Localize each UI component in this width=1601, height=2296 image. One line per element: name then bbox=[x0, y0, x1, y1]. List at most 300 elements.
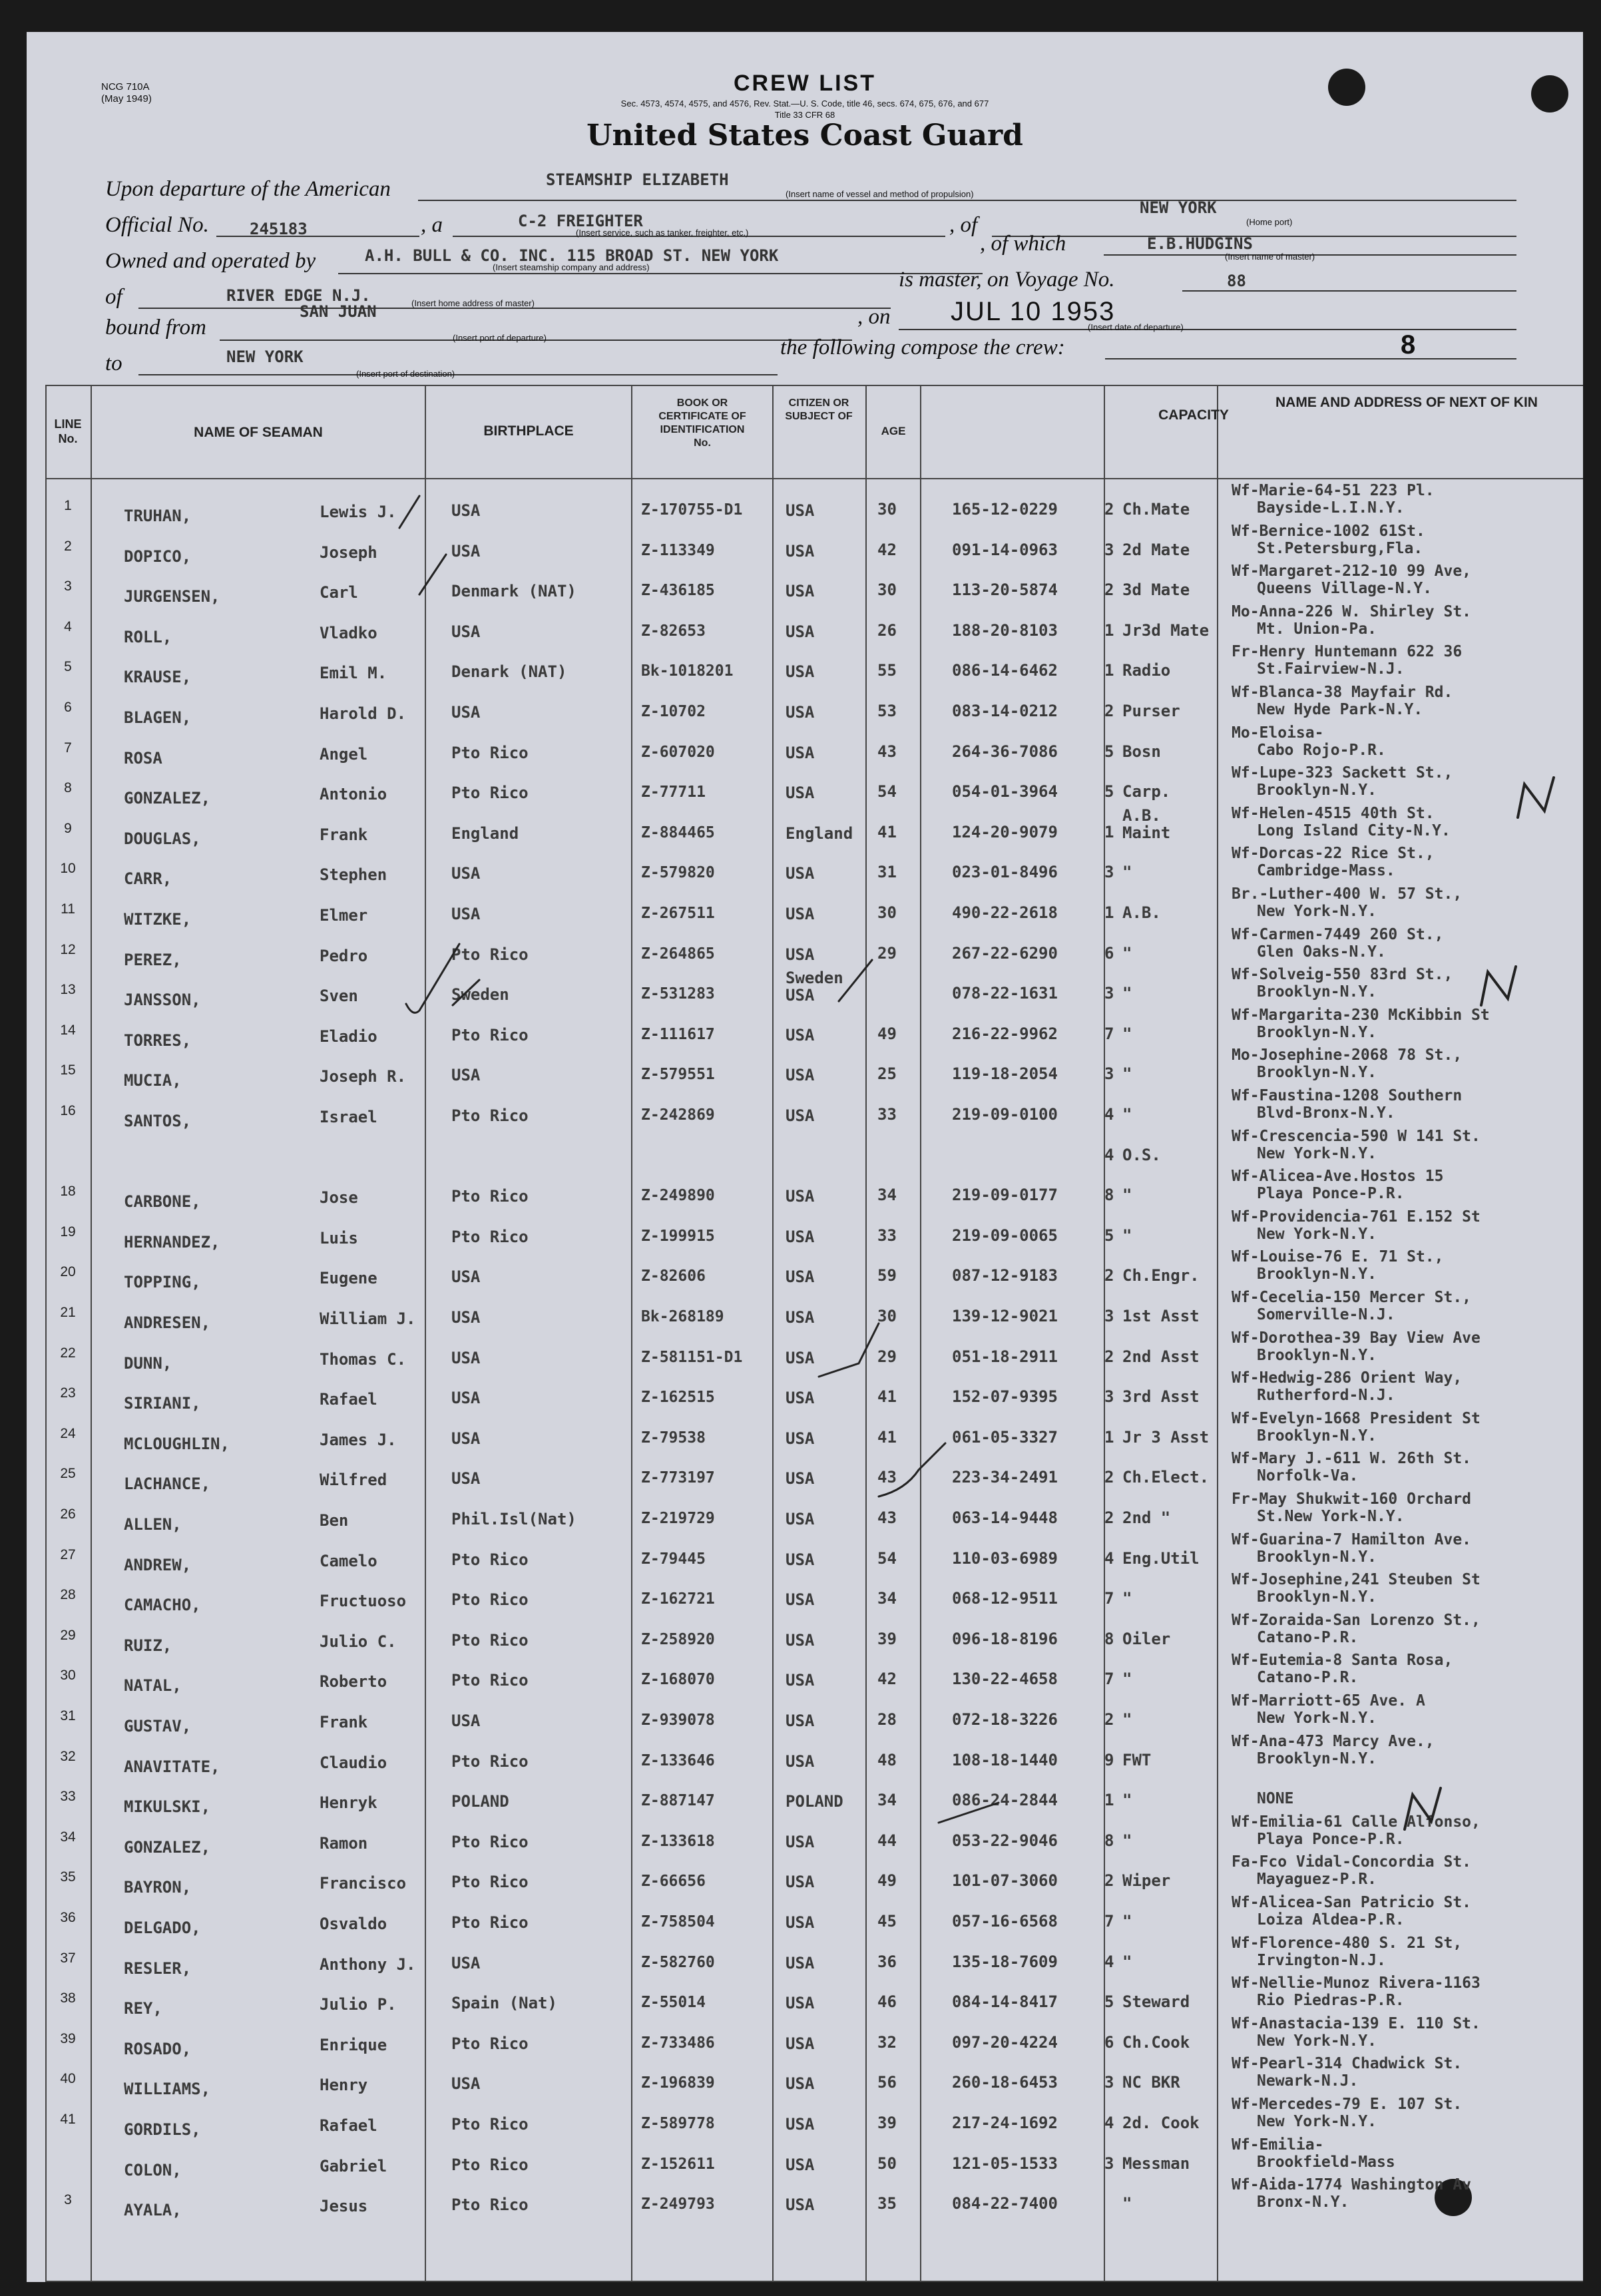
crew-line-number: 2 bbox=[64, 538, 72, 554]
crew-code: 1 bbox=[1104, 1791, 1114, 1810]
form-title: CREW LIST bbox=[734, 71, 876, 96]
crew-given-name: Eugene bbox=[320, 1269, 377, 1288]
crew-id-number: 219-09-0100 bbox=[952, 1105, 1058, 1124]
crew-code: 1 bbox=[1104, 903, 1114, 922]
crew-book-number: Z-162515 bbox=[641, 1389, 715, 1407]
crew-kin-address: St.New York-N.Y. bbox=[1257, 1508, 1405, 1525]
crew-birthplace: England bbox=[451, 823, 519, 843]
crew-given-name: Joseph R. bbox=[320, 1067, 407, 1086]
header-line-no: LINE No. bbox=[54, 417, 82, 445]
crew-capacity: Jr3d Mate bbox=[1122, 620, 1210, 640]
crew-surname: JURGENSEN, bbox=[124, 587, 220, 606]
crew-code: 4 bbox=[1104, 1548, 1114, 1568]
crew-given-name: Harold D. bbox=[320, 704, 407, 723]
crew-citizenship: USA bbox=[786, 1953, 815, 1972]
crew-birthplace: Denark (NAT) bbox=[451, 662, 567, 682]
crew-given-name: Emil M. bbox=[320, 664, 387, 683]
crew-code: 5 bbox=[1104, 782, 1114, 802]
crew-kin-name: Wf-Zoraida-San Lorenzo St., bbox=[1232, 1611, 1481, 1629]
crew-kin-name: Wf-Ana-473 Marcy Ave., bbox=[1232, 1732, 1435, 1750]
crew-citizenship: USA bbox=[786, 1913, 815, 1932]
crew-id-number: 057-16-6568 bbox=[952, 1912, 1058, 1931]
crew-capacity: Ch.Elect. bbox=[1122, 1468, 1210, 1487]
crew-citizenship: USA bbox=[786, 743, 815, 762]
crew-citizenship: USA bbox=[786, 541, 815, 561]
crew-surname: REY, bbox=[124, 1999, 162, 2018]
crew-id-number: 139-12-9021 bbox=[952, 1307, 1058, 1325]
crew-line-number: 18 bbox=[60, 1184, 76, 1200]
master-address-hint: (Insert home address of master) bbox=[411, 298, 535, 308]
crew-book-number: Z-111617 bbox=[641, 1025, 715, 1043]
crew-id-number: 223-34-2491 bbox=[952, 1468, 1058, 1487]
crew-kin-address: Blvd-Bronx-N.Y. bbox=[1257, 1104, 1395, 1122]
crew-kin-address: Brooklyn-N.Y. bbox=[1257, 1427, 1377, 1445]
crew-surname: PEREZ, bbox=[124, 950, 182, 969]
crew-surname: DUNN, bbox=[124, 1353, 172, 1373]
crew-code: 3 bbox=[1104, 540, 1114, 559]
crew-given-name: Gabriel bbox=[320, 2156, 387, 2176]
crew-code: 5 bbox=[1104, 1226, 1114, 1245]
crew-id-number: 152-07-9395 bbox=[952, 1387, 1058, 1407]
crew-book-number: Z-582760 bbox=[641, 1953, 715, 1971]
crew-given-name: Pedro bbox=[320, 946, 368, 965]
crew-surname: GORDILS, bbox=[124, 2120, 201, 2139]
home-port: NEW YORK bbox=[1140, 198, 1217, 217]
crew-surname: RESLER, bbox=[124, 1958, 192, 1978]
crew-kin-name: Fa-Fco Vidal-Concordia St. bbox=[1232, 1853, 1472, 1871]
header-birthplace: BIRTHPLACE bbox=[483, 423, 574, 439]
crew-age: 56 bbox=[877, 2073, 897, 2092]
crew-code: 7 bbox=[1104, 1670, 1114, 1689]
crew-id-number: 188-20-8103 bbox=[952, 620, 1058, 640]
crew-kin-name: Wf-Alicea-San Patricio St. bbox=[1232, 1894, 1472, 1911]
crew-code: 4 bbox=[1104, 1952, 1114, 1971]
crew-capacity: " bbox=[1122, 863, 1132, 882]
crew-kin-name: Wf-Carmen-7449 260 St., bbox=[1232, 925, 1444, 943]
crew-code: 2 bbox=[1104, 1508, 1114, 1527]
crew-kin-name: Wf-Cecelia-150 Mercer St., bbox=[1232, 1289, 1472, 1306]
crew-birthplace: Pto Rico bbox=[451, 1590, 529, 1610]
crew-line-number: 13 bbox=[60, 982, 76, 998]
crew-citizenship: USA bbox=[786, 2115, 815, 2134]
crew-age: 30 bbox=[877, 580, 897, 600]
crew-capacity: A.B. Maint bbox=[1122, 805, 1171, 842]
crew-surname: ROLL, bbox=[124, 627, 172, 646]
crew-id-number: 086-14-6462 bbox=[952, 661, 1058, 680]
crew-birthplace: USA bbox=[451, 1066, 481, 1085]
crew-book-number: Z-264865 bbox=[641, 945, 715, 963]
crew-surname: ROSADO, bbox=[124, 2039, 192, 2058]
crew-birthplace: Pto Rico bbox=[451, 1913, 529, 1932]
crew-kin-address: Cambridge-Mass. bbox=[1257, 862, 1395, 880]
crew-birthplace: Pto Rico bbox=[451, 2115, 529, 2134]
crew-surname: GUSTAV, bbox=[124, 1717, 192, 1735]
crew-book-number: Z-267511 bbox=[641, 905, 715, 922]
crew-id-number: 068-12-9511 bbox=[952, 1589, 1058, 1608]
crew-capacity: " bbox=[1122, 1952, 1132, 1971]
crew-kin-name: Mo-Anna-226 W. Shirley St. bbox=[1232, 602, 1472, 620]
crew-citizenship: USA bbox=[786, 1550, 815, 1569]
crew-book-number: Z-531283 bbox=[641, 985, 715, 1003]
crew-age: 54 bbox=[877, 1548, 897, 1568]
crew-line-number: 39 bbox=[60, 2030, 76, 2046]
crew-age: 44 bbox=[877, 1831, 897, 1850]
crew-birthplace: USA bbox=[451, 1267, 481, 1287]
is-master-label: is master, on Voyage No. bbox=[899, 268, 1115, 292]
crew-citizenship: USA bbox=[786, 703, 815, 722]
crew-line-number: 19 bbox=[60, 1224, 76, 1240]
crew-kin-name: Wf-Alicea-Ave.Hostos 15 bbox=[1232, 1168, 1444, 1186]
crew-line-number: 35 bbox=[60, 1869, 76, 1885]
crew-age: 34 bbox=[877, 1186, 897, 1205]
crew-surname: KRAUSE, bbox=[124, 668, 192, 687]
to-port-hint: (Insert port of destination) bbox=[356, 369, 455, 379]
crew-line-number: 15 bbox=[60, 1062, 76, 1078]
crew-surname: DOPICO, bbox=[124, 547, 192, 566]
crew-capacity: O.S. bbox=[1122, 1145, 1161, 1164]
crew-kin-name: Wf-Solveig-550 83rd St., bbox=[1232, 966, 1453, 984]
crew-list-document bbox=[27, 32, 1583, 2282]
crew-kin-address: Brooklyn-N.Y. bbox=[1257, 1265, 1377, 1283]
crew-age: 46 bbox=[877, 1992, 897, 2012]
crew-surname: DELGADO, bbox=[124, 1919, 201, 1937]
crew-kin-address: Playa Ponce-P.R. bbox=[1257, 1830, 1405, 1848]
crew-age: 35 bbox=[877, 2194, 897, 2213]
comma-a-label: , a bbox=[421, 213, 443, 237]
crew-capacity: " bbox=[1122, 1912, 1132, 1931]
vessel-hint: (Insert name of vessel and method of propulsion) bbox=[786, 189, 974, 199]
departure-label: Upon departure of the American bbox=[105, 177, 391, 201]
crew-kin-name: Wf-Guarina-7 Hamilton Ave. bbox=[1232, 1530, 1472, 1548]
crew-code: 2 bbox=[1104, 702, 1114, 720]
crew-birthplace: USA bbox=[451, 541, 481, 561]
crew-kin-address: Somerville-N.J. bbox=[1257, 1306, 1395, 1323]
crew-id-number: 165-12-0229 bbox=[952, 500, 1058, 519]
crew-surname: GONZALEZ, bbox=[124, 789, 211, 808]
crew-kin-address: Norfolk-Va. bbox=[1257, 1467, 1359, 1485]
crew-age: 41 bbox=[877, 1427, 897, 1447]
crew-kin-name: Mo-Eloisa- bbox=[1232, 724, 1324, 742]
crew-id-number: 072-18-3226 bbox=[952, 1710, 1058, 1729]
crew-age: 36 bbox=[877, 1952, 897, 1971]
crew-given-name: Roberto bbox=[320, 1672, 387, 1692]
crew-capacity: " bbox=[1122, 984, 1132, 1003]
crew-kin-address: Long Island City-N.Y. bbox=[1257, 821, 1451, 839]
crew-capacity: Purser bbox=[1122, 702, 1180, 720]
crew-citizenship: USA bbox=[786, 501, 815, 520]
crew-surname: HERNANDEZ, bbox=[124, 1232, 220, 1252]
crew-given-name: Vladko bbox=[320, 623, 377, 642]
crew-line-number: 31 bbox=[60, 1708, 76, 1723]
crew-code: 3 bbox=[1104, 1387, 1114, 1407]
crew-birthplace: USA bbox=[451, 622, 481, 641]
crew-surname: CARBONE, bbox=[124, 1192, 201, 1212]
crew-age: 49 bbox=[877, 1871, 897, 1891]
crew-line-number: 28 bbox=[60, 1587, 76, 1603]
crew-age: 30 bbox=[877, 500, 897, 519]
crew-citizenship: USA bbox=[786, 1106, 815, 1125]
crew-given-name: Jose bbox=[320, 1188, 358, 1208]
crew-book-number: Z-436185 bbox=[641, 582, 715, 600]
crew-citizenship: USA bbox=[786, 1227, 815, 1246]
crew-id-number: 053-22-9046 bbox=[952, 1831, 1058, 1850]
crew-surname: BAYRON, bbox=[124, 1878, 192, 1897]
crew-kin-name: Wf-Louise-76 E. 71 St., bbox=[1232, 1248, 1444, 1266]
crew-code: 1 bbox=[1104, 620, 1114, 640]
vessel-name: STEAMSHIP ELIZABETH bbox=[546, 170, 729, 189]
crew-given-name: Lewis J. bbox=[320, 503, 397, 521]
crew-kin-name: Wf-Evelyn-1668 President St bbox=[1232, 1409, 1481, 1427]
crew-line-number: 11 bbox=[61, 901, 75, 917]
crew-code: 2 bbox=[1104, 1468, 1114, 1487]
crew-kin-address: New York-N.Y. bbox=[1257, 2113, 1377, 2130]
crew-kin-name: Mo-Josephine-2068 78 St., bbox=[1232, 1046, 1463, 1064]
crew-birthplace: Pto Rico bbox=[451, 1671, 529, 1690]
crew-kin-address: Brooklyn-N.Y. bbox=[1257, 1064, 1377, 1082]
crew-citizenship: POLAND bbox=[786, 1792, 843, 1811]
crew-given-name: Anthony J. bbox=[320, 1954, 416, 1974]
crew-given-name: James J. bbox=[320, 1430, 397, 1449]
crew-book-number: Z-168070 bbox=[641, 1671, 715, 1689]
header-name: NAME OF SEAMAN bbox=[194, 425, 323, 440]
crew-kin-address: Brookfield-Mass bbox=[1257, 2153, 1395, 2171]
crew-kin-address: Brooklyn-N.Y. bbox=[1257, 1346, 1377, 1364]
crew-birthplace: Pto Rico bbox=[451, 743, 529, 762]
crew-capacity: 3d Mate bbox=[1122, 580, 1190, 600]
crew-kin-name: Wf-Emilia- bbox=[1232, 2136, 1324, 2154]
crew-birthplace: Pto Rico bbox=[451, 1832, 529, 1851]
crew-capacity: " bbox=[1122, 1226, 1132, 1245]
crew-capacity: Messman bbox=[1122, 2154, 1190, 2173]
crew-kin-address: St.Fairview-N.J. bbox=[1257, 660, 1405, 678]
crew-id-number: 219-09-0177 bbox=[952, 1186, 1058, 1205]
official-no: 245183 bbox=[250, 220, 308, 238]
crew-kin-name: Wf-Hedwig-286 Orient Way, bbox=[1232, 1369, 1463, 1387]
crew-given-name: Israel bbox=[320, 1108, 377, 1126]
crew-line-number: 14 bbox=[60, 1022, 76, 1038]
check-mark bbox=[839, 960, 872, 1001]
crew-line-number: 9 bbox=[64, 820, 72, 836]
crew-surname: NATAL, bbox=[124, 1676, 182, 1696]
crew-birthplace: USA bbox=[451, 1348, 481, 1367]
crew-given-name: Luis bbox=[320, 1228, 358, 1248]
crew-line-number: 6 bbox=[64, 700, 72, 715]
crew-given-name: Antonio bbox=[320, 785, 387, 804]
crew-kin-address: New York-N.Y. bbox=[1257, 2032, 1377, 2050]
date-hint: (Insert date of departure) bbox=[1088, 322, 1184, 332]
crew-kin-address: Brooklyn-N.Y. bbox=[1257, 1548, 1377, 1566]
departure-date: JUL 10 1953 bbox=[951, 297, 1116, 326]
crew-kin-address: New York-N.Y. bbox=[1257, 1144, 1377, 1162]
crew-kin-address: Bronx-N.Y. bbox=[1257, 2193, 1349, 2211]
crew-kin-name: Wf-Margarita-230 McKibbin St bbox=[1232, 1006, 1490, 1024]
crew-kin-name: Wf-Mercedes-79 E. 107 St. bbox=[1232, 2096, 1463, 2113]
crew-line-number: 5 bbox=[64, 659, 72, 675]
crew-given-name: Osvaldo bbox=[320, 1915, 387, 1933]
crew-id-number: 096-18-8196 bbox=[952, 1629, 1058, 1648]
crew-age: 31 bbox=[877, 863, 897, 882]
crew-code: 3 bbox=[1104, 2073, 1114, 2092]
crew-given-name: Fructuoso bbox=[320, 1592, 407, 1611]
crew-age: 41 bbox=[877, 1387, 897, 1407]
crew-code: 7 bbox=[1104, 1024, 1114, 1043]
crew-line-number: 1 bbox=[64, 498, 72, 513]
crew-line-number: 27 bbox=[60, 1546, 76, 1562]
crew-kin-address: New York-N.Y. bbox=[1257, 1225, 1377, 1243]
crew-kin-address: St.Petersburg,Fla. bbox=[1257, 539, 1423, 557]
crew-surname: GONZALEZ, bbox=[124, 1837, 211, 1857]
crew-surname: CAMACHO, bbox=[124, 1596, 201, 1615]
crew-book-number: Z-579820 bbox=[641, 864, 715, 882]
crew-kin-address: Brooklyn-N.Y. bbox=[1257, 1749, 1377, 1767]
crew-birthplace: Phil.Isl(Nat) bbox=[451, 1510, 576, 1528]
crew-code: 2 bbox=[1104, 1871, 1114, 1891]
crew-book-number: Z-79445 bbox=[641, 1550, 706, 1568]
crew-citizenship: USA bbox=[786, 1429, 815, 1448]
crew-birthplace: USA bbox=[451, 1308, 481, 1327]
crew-capacity: " bbox=[1122, 1589, 1132, 1608]
crew-id-number: 490-22-2618 bbox=[952, 903, 1058, 922]
crew-birthplace: Pto Rico bbox=[451, 1550, 529, 1569]
crew-capacity: 1st Asst bbox=[1122, 1307, 1200, 1325]
voyage-no: 88 bbox=[1227, 272, 1246, 290]
of2-label: of bbox=[105, 285, 122, 309]
crew-book-number: Z-66656 bbox=[641, 1873, 706, 1891]
crew-age: 33 bbox=[877, 1226, 897, 1245]
crew-kin-name: Wf-Helen-4515 40th St. bbox=[1232, 804, 1435, 822]
crew-citizenship: USA bbox=[786, 1832, 815, 1851]
of-label: , of bbox=[949, 213, 978, 237]
crew-birthplace: Pto Rico bbox=[451, 1751, 529, 1771]
crew-kin-name: Wf-Pearl-314 Chadwick St. bbox=[1232, 2055, 1463, 2073]
crew-code: 3 bbox=[1104, 984, 1114, 1003]
crew-book-number: Z-242869 bbox=[641, 1106, 715, 1124]
crew-book-number: Z-152611 bbox=[641, 2155, 715, 2173]
crew-capacity: Eng.Util bbox=[1122, 1548, 1200, 1568]
crew-citizenship: USA bbox=[786, 1751, 815, 1771]
crew-kin-address: Brooklyn-N.Y. bbox=[1257, 782, 1377, 800]
crew-id-number: 078-22-1631 bbox=[952, 984, 1058, 1003]
crew-book-number: Z-77711 bbox=[641, 784, 706, 802]
crew-age: 45 bbox=[877, 1912, 897, 1931]
crew-kin-name: Wf-Blanca-38 Mayfair Rd. bbox=[1232, 684, 1453, 701]
crew-kin-name: Wf-Aida-1774 Washington Av bbox=[1232, 2176, 1472, 2194]
crew-book-number: Z-589778 bbox=[641, 2115, 715, 2132]
crew-citizenship: USA bbox=[786, 662, 815, 682]
crew-id-number: 217-24-1692 bbox=[952, 2114, 1058, 2132]
crew-given-name: Elmer bbox=[320, 906, 368, 925]
crew-given-name: Enrique bbox=[320, 2035, 387, 2054]
crew-given-name: Frank bbox=[320, 825, 368, 844]
crew-code: 7 bbox=[1104, 1912, 1114, 1931]
crew-birthplace: USA bbox=[451, 2074, 481, 2094]
crew-id-number: 084-22-7400 bbox=[952, 2194, 1058, 2213]
crew-code: 4 bbox=[1104, 1145, 1114, 1164]
crew-citizenship: USA bbox=[786, 1590, 815, 1610]
crew-kin-name: Wf-Anastacia-139 E. 110 St. bbox=[1232, 2014, 1481, 2032]
crew-book-number: Z-82606 bbox=[641, 1267, 706, 1285]
crew-capacity: Jr 3 Asst bbox=[1122, 1427, 1210, 1447]
crew-surname: ALLEN, bbox=[124, 1515, 182, 1534]
form-date: (May 1949) bbox=[101, 93, 152, 105]
crew-kin-address: Playa Ponce-P.R. bbox=[1257, 1185, 1405, 1203]
crew-book-number: Z-199915 bbox=[641, 1227, 715, 1245]
crew-code: 3 bbox=[1104, 863, 1114, 882]
crew-id-number: 051-18-2911 bbox=[952, 1347, 1058, 1366]
crew-line-number: 25 bbox=[60, 1466, 76, 1482]
crew-id-number: 101-07-3060 bbox=[952, 1871, 1058, 1891]
crew-kin-address: Bayside-L.I.N.Y. bbox=[1257, 499, 1405, 517]
crew-code: 4 bbox=[1104, 1105, 1114, 1124]
crew-kin-name: Wf-Bernice-1002 61St. bbox=[1232, 522, 1425, 540]
to-port: NEW YORK bbox=[226, 347, 304, 366]
crew-capacity: Carp. bbox=[1122, 782, 1171, 802]
owned-label: Owned and operated by bbox=[105, 249, 316, 273]
check-mark bbox=[453, 980, 479, 1005]
crew-surname: TRUHAN, bbox=[124, 507, 192, 525]
crew-code: 8 bbox=[1104, 1186, 1114, 1205]
crew-age: 43 bbox=[877, 1508, 897, 1527]
crew-given-name: Rafael bbox=[320, 1390, 377, 1409]
crew-kin-address: Catano-P.R. bbox=[1257, 1628, 1359, 1646]
crew-capacity: 2nd Asst bbox=[1122, 1347, 1200, 1366]
crew-line-number: 34 bbox=[60, 1829, 76, 1845]
crew-citizenship: Sweden USA bbox=[786, 969, 843, 1005]
header-book: BOOK OR CERTIFICATE OF IDENTIFICATION No. bbox=[658, 397, 746, 449]
crew-kin-address: Brooklyn-N.Y. bbox=[1257, 1023, 1377, 1041]
crew-given-name: Eladio bbox=[320, 1027, 377, 1046]
crew-given-name: Rafael bbox=[320, 2116, 377, 2135]
crew-age: 43 bbox=[877, 1468, 897, 1487]
crew-line-number: 10 bbox=[60, 861, 76, 877]
crew-surname: WILLIAMS, bbox=[124, 2080, 211, 2099]
crew-capacity: Oiler bbox=[1122, 1629, 1171, 1648]
home-port-hint: (Home port) bbox=[1246, 217, 1293, 227]
crew-kin-name: Wf-Florence-480 S. 21 St, bbox=[1232, 1934, 1463, 1952]
crew-age: 28 bbox=[877, 1710, 897, 1729]
crew-code: 6 bbox=[1104, 2032, 1114, 2052]
crew-age: 42 bbox=[877, 540, 897, 559]
crew-citizenship: USA bbox=[786, 1630, 815, 1650]
crew-capacity: Steward bbox=[1122, 1992, 1190, 2012]
crew-surname: MUCIA, bbox=[124, 1071, 182, 1090]
crew-citizenship: USA bbox=[786, 1469, 815, 1489]
crew-citizenship: USA bbox=[786, 2034, 815, 2053]
crew-capacity: " bbox=[1122, 1186, 1132, 1205]
crew-line-number: 22 bbox=[60, 1345, 76, 1361]
crew-citizenship: USA bbox=[786, 945, 815, 964]
owner-hint: (Insert steamship company and address) bbox=[493, 262, 650, 272]
initial-mark bbox=[1405, 1788, 1441, 1829]
crew-birthplace: USA bbox=[451, 501, 481, 520]
check-mark bbox=[399, 496, 419, 528]
crew-book-number: Z-55014 bbox=[641, 1994, 706, 2012]
crew-capacity: Bosn bbox=[1122, 742, 1161, 761]
crew-age: 29 bbox=[877, 1347, 897, 1366]
crew-birthplace: USA bbox=[451, 703, 481, 722]
crew-capacity: 2d. Cook bbox=[1122, 2114, 1200, 2132]
crew-book-number: Z-196839 bbox=[641, 2074, 715, 2092]
crew-capacity: " bbox=[1122, 1831, 1132, 1850]
crew-code: 1 bbox=[1104, 661, 1114, 680]
crew-age: 54 bbox=[877, 782, 897, 802]
crew-kin-address: Mayaguez-P.R. bbox=[1257, 1871, 1377, 1889]
crew-book-number: Z-884465 bbox=[641, 823, 715, 841]
crew-birthplace: Denmark (NAT) bbox=[451, 582, 576, 601]
crew-age: 55 bbox=[877, 661, 897, 680]
crew-surname: JANSSON, bbox=[124, 991, 201, 1010]
crew-given-name: Camelo bbox=[320, 1551, 377, 1570]
